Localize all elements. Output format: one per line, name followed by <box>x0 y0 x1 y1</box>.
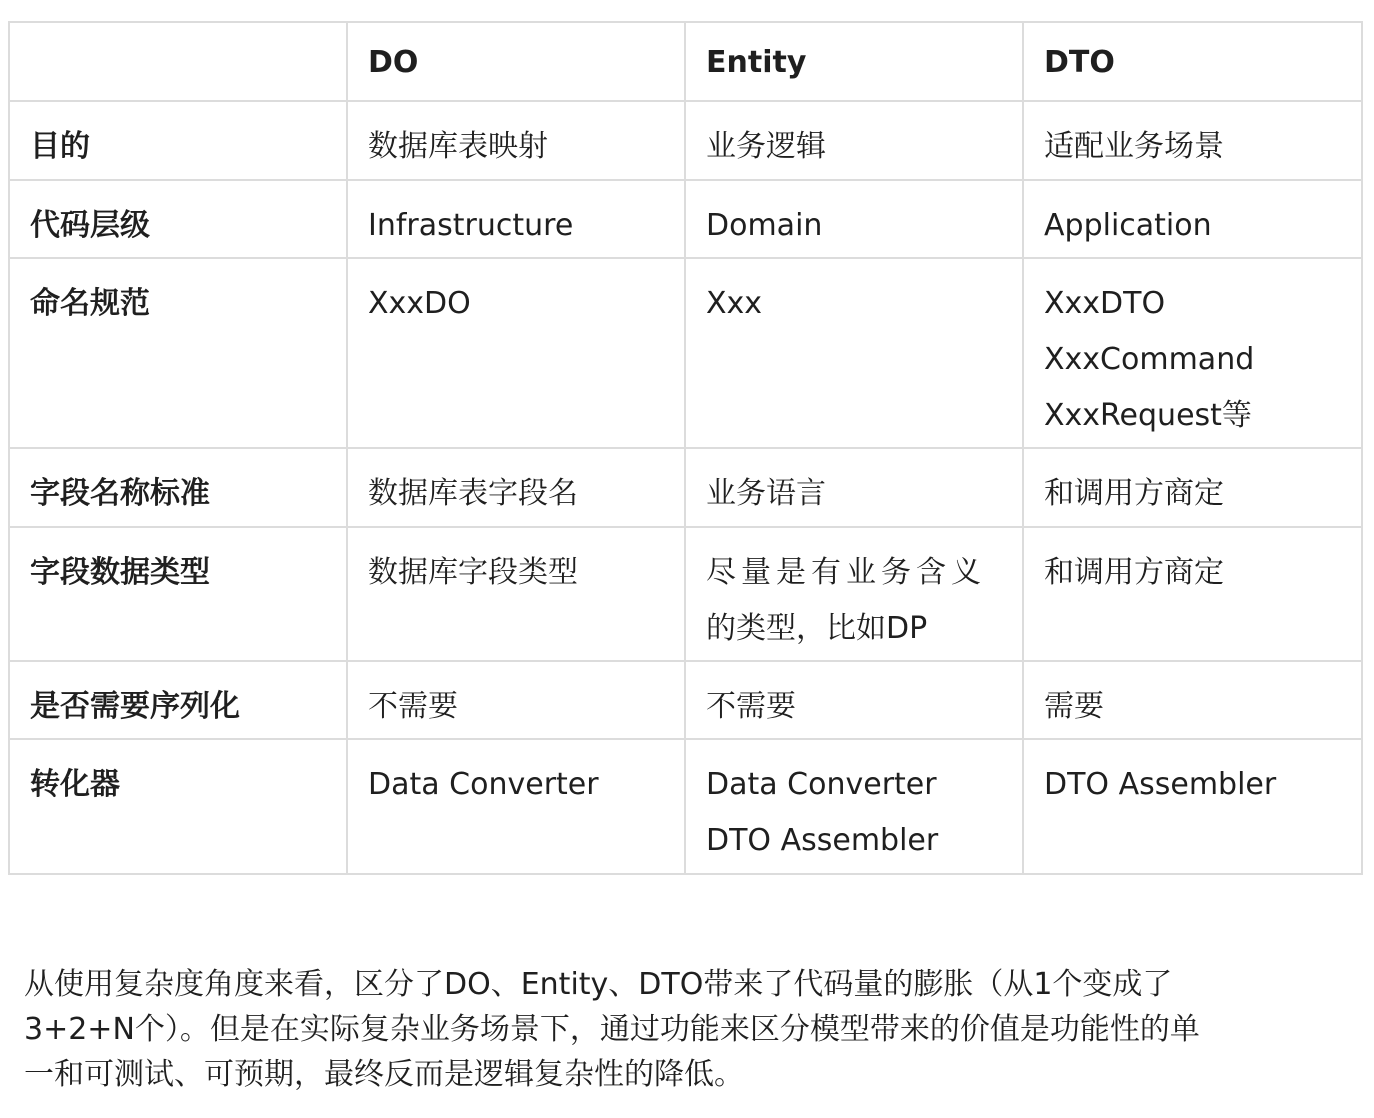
cell-text: 数据库字段类型 <box>368 555 578 590</box>
row-label: 代码层级 <box>9 180 347 258</box>
cell-dto <box>1023 527 1362 661</box>
cell-do <box>347 448 685 527</box>
cell-entity <box>685 180 1023 258</box>
table-row <box>9 258 1362 448</box>
cell-do <box>347 661 685 739</box>
cell-text: XxxDO <box>368 286 471 321</box>
row-label: 字段名称标准 <box>9 448 347 527</box>
cell-do <box>347 258 685 448</box>
cell-text: 需要 <box>1044 689 1104 724</box>
cell-text: 不需要 <box>706 689 796 724</box>
header-cell-dto: DTO <box>1023 22 1362 101</box>
table-row <box>9 739 1362 874</box>
row-label: 字段数据类型 <box>9 527 347 661</box>
paragraph-line: 3+2+N个）。但是在实际复杂业务场景下，通过功能来区分模型带来的价值是功能性的单 <box>24 1012 1200 1047</box>
table-row <box>9 661 1362 739</box>
cell-text: 业务语言 <box>706 476 826 511</box>
summary-paragraph <box>24 962 1334 1097</box>
document-body <box>8 21 1361 875</box>
cell-entity <box>685 448 1023 527</box>
cell-dto <box>1023 101 1362 180</box>
cell-text: XxxDTO <box>1044 286 1166 321</box>
table-row <box>9 448 1362 527</box>
cell-text: 不需要 <box>368 689 458 724</box>
cell-text: 和调用方商定 <box>1044 476 1224 511</box>
paragraph-line: 从使用复杂度角度来看，区分了DO、Entity、DTO带来了代码量的膨胀（从1个变成了 <box>24 967 1173 1002</box>
cell-entity <box>685 101 1023 180</box>
cell-dto <box>1023 448 1362 527</box>
cell-text: 业务逻辑 <box>706 129 826 164</box>
cell-text: DTO Assembler <box>706 823 939 858</box>
row-label: 是否需要序列化 <box>9 661 347 739</box>
cell-text: 适配业务场景 <box>1044 129 1224 164</box>
cell-text: Data Converter <box>368 767 599 802</box>
cell-text: 和调用方商定 <box>1044 555 1224 590</box>
cell-do <box>347 739 685 874</box>
cell-do <box>347 527 685 661</box>
cell-text: 数据库表字段名 <box>368 476 578 511</box>
cell-text: Domain <box>706 208 823 243</box>
comparison-table <box>8 21 1363 875</box>
cell-text: Xxx <box>706 286 763 321</box>
cell-entity <box>685 661 1023 739</box>
cell-entity <box>685 527 1023 661</box>
cell-text: XxxCommand <box>1044 342 1255 377</box>
cell-entity <box>685 739 1023 874</box>
table-row <box>9 180 1362 258</box>
cell-do <box>347 101 685 180</box>
cell-dto <box>1023 661 1362 739</box>
cell-text: Data Converter <box>706 767 937 802</box>
table-row <box>9 527 1362 661</box>
cell-entity <box>685 258 1023 448</box>
row-label: 命名规范 <box>9 258 347 448</box>
cell-text: DTO Assembler <box>1044 767 1277 802</box>
cell-text: 尽量是有业务含义 <box>706 555 986 590</box>
header-cell-do: DO <box>347 22 685 101</box>
cell-dto <box>1023 739 1362 874</box>
paragraph-line: 一和可测试、可预期，最终反而是逻辑复杂性的降低。 <box>24 1057 744 1092</box>
row-label: 目的 <box>9 101 347 180</box>
cell-text: Application <box>1044 208 1212 243</box>
header-cell-entity: Entity <box>685 22 1023 101</box>
cell-dto <box>1023 258 1362 448</box>
cell-text: 数据库表映射 <box>368 129 548 164</box>
table-row <box>9 101 1362 180</box>
cell-dto <box>1023 180 1362 258</box>
cell-text: Infrastructure <box>368 208 574 243</box>
header-cell-empty <box>9 22 347 101</box>
table-header-row <box>9 22 1362 101</box>
cell-text: XxxRequest等 <box>1044 398 1252 433</box>
row-label: 转化器 <box>9 739 347 874</box>
cell-do <box>347 180 685 258</box>
cell-text: 的类型，比如DP <box>706 611 928 646</box>
